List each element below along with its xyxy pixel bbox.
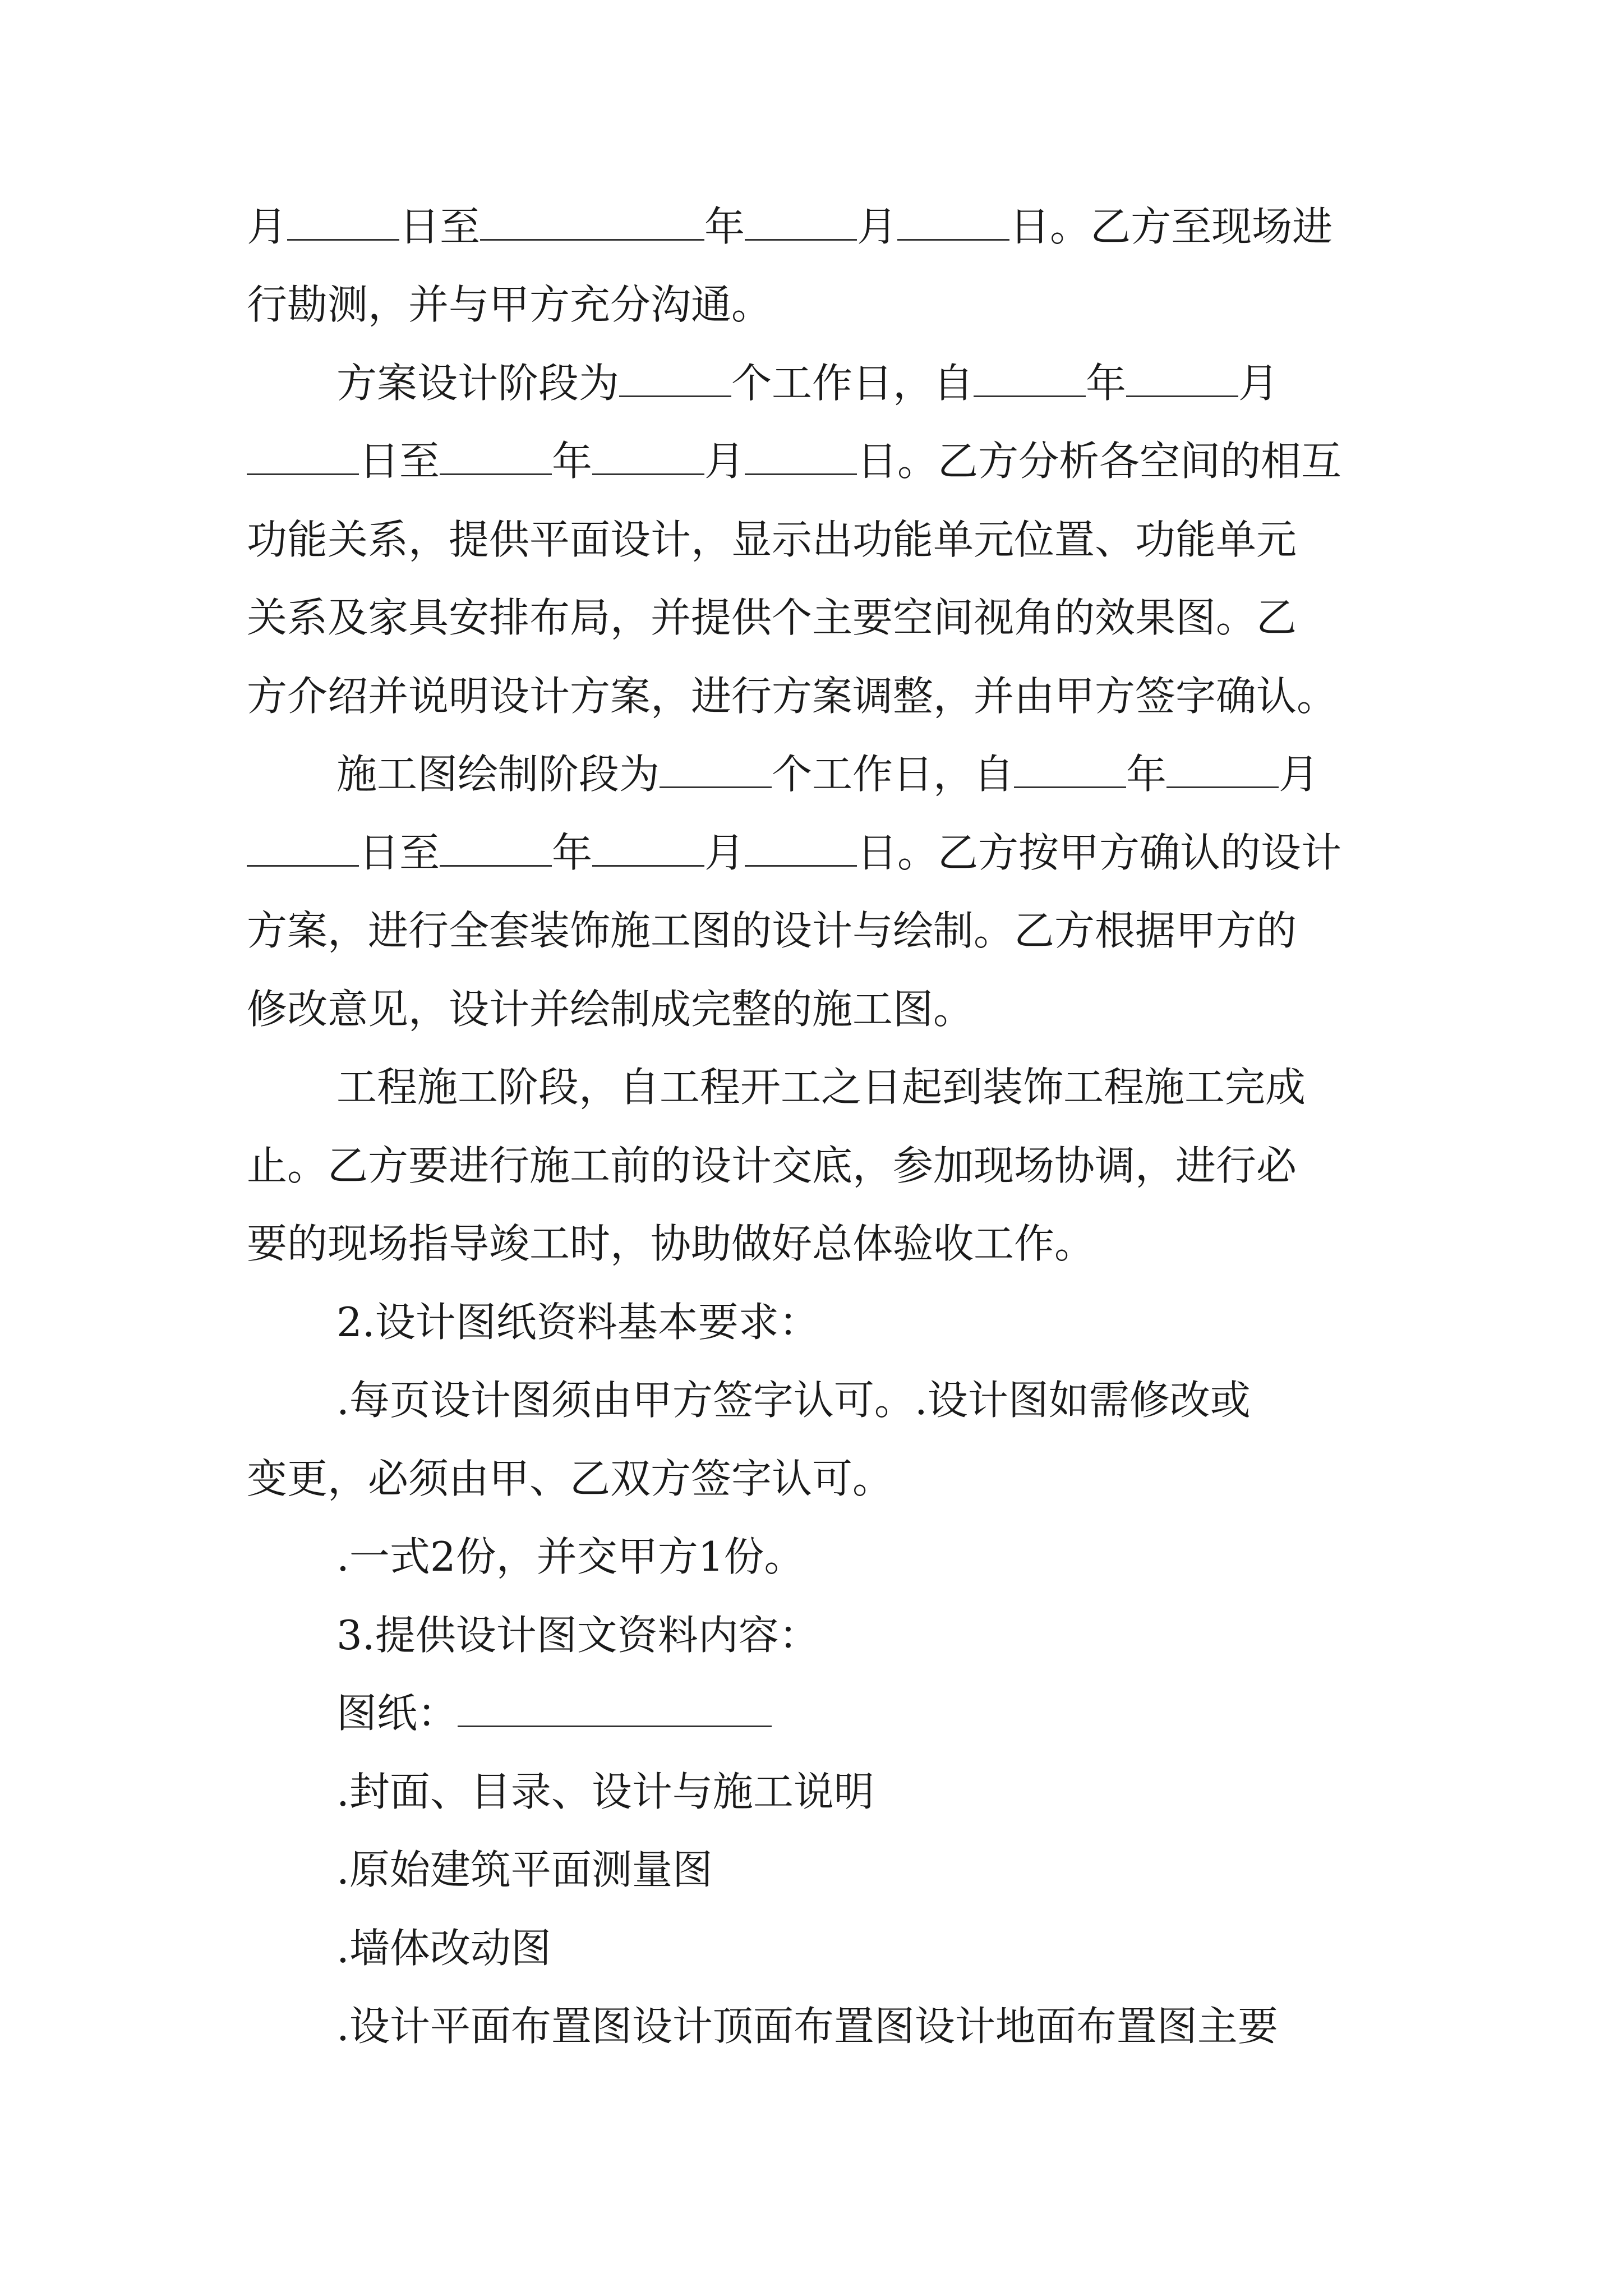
list-item: .原始建筑平面测量图: [336, 1846, 713, 1893]
paragraph-line: 要的现场指导竣工时，协助做好总体验收工作。: [247, 1220, 1095, 1267]
paragraph-line: 变更，必须由甲、乙双方签字认可。: [247, 1455, 893, 1502]
blank-field: [247, 834, 359, 867]
section-heading: 3.提供设计图文资料内容：: [336, 1612, 819, 1659]
blank-field: [619, 364, 731, 397]
paragraph-line: 止。乙方要进行施工前的设计交底，参加现场协调，进行必: [247, 1142, 1297, 1189]
blank-field: [897, 208, 1009, 241]
section-heading: 2.设计图纸资料基本要求：: [336, 1299, 819, 1346]
blank-field: [745, 208, 857, 241]
paragraph-line: 功能关系，提供平面设计，显示出功能单元位置、功能单元: [247, 516, 1297, 563]
paragraph-line: .每页设计图须由甲方签字认可。.设计图如需修改或: [336, 1377, 1251, 1424]
paragraph-line: 施工图绘制阶段为 个工作日，自 年 月: [336, 751, 1320, 798]
blank-field: [974, 364, 1086, 397]
blank-field: [458, 1694, 772, 1727]
paragraph-line: .一式2份，并交甲方1份。: [336, 1533, 805, 1580]
blank-field: [592, 834, 704, 867]
blank-field: [592, 442, 704, 475]
list-item: .封面、目录、设计与施工说明: [336, 1768, 874, 1815]
paragraph-line: 工程施工阶段，自工程开工之日起到装饰工程施工完成: [336, 1064, 1306, 1111]
paragraph-line: 方案设计阶段为 个工作日，自 年 月: [336, 360, 1279, 407]
blank-field: [660, 755, 772, 788]
blank-field: [1014, 755, 1126, 788]
blank-field: [1166, 755, 1279, 788]
list-item: .设计平面布置图设计顶面布置图设计地面布置图主要: [336, 2003, 1278, 2050]
paragraph-line: 行勘测，并与甲方充分沟通。: [247, 281, 772, 328]
blank-field: [287, 208, 399, 241]
blank-field: [480, 208, 704, 241]
blank-field: [440, 834, 552, 867]
paragraph-line: 图纸：: [336, 1687, 1385, 1739]
blank-field: [745, 834, 857, 867]
paragraph-line: 修改意见，设计并绘制成完整的施工图。: [247, 986, 974, 1033]
paragraph-line: 方介绍并说明设计方案，进行方案调整，并由甲方签字确认。: [247, 673, 1338, 720]
blank-field: [1126, 364, 1238, 397]
blank-field: [745, 442, 857, 475]
blank-field: [440, 442, 552, 475]
paragraph-line: 日至 年 月 日。乙方按甲方确认的设计: [247, 827, 1385, 878]
list-item: .墙体改动图: [336, 1925, 551, 1972]
paragraph-line: 方案，进行全套装饰施工图的设计与绘制。乙方根据甲方的: [247, 907, 1297, 954]
blank-field: [247, 442, 359, 475]
paragraph-line: 日至 年 月 日。乙方分析各空间的相互: [247, 435, 1385, 487]
paragraph-line: 月 日至 年 月 日。乙方至现场进: [247, 203, 1333, 250]
paragraph-line: 关系及家具安排布局，并提供个主要空间视角的效果图。乙: [247, 594, 1297, 641]
